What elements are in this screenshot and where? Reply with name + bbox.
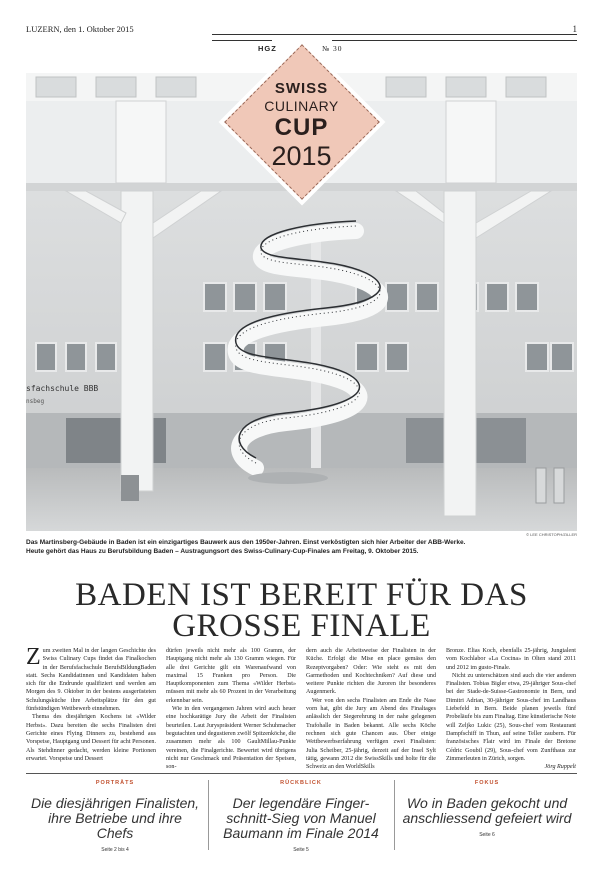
teaser-divider: [208, 780, 209, 850]
building-sign-2: nsbeg: [26, 398, 45, 405]
publication-name: HGZ: [258, 44, 277, 53]
paragraph: Nicht zu unterschätzen sind auch die vier anderen Finalisten. Tobias Bigler etwa, 29-jähriger Sous-chef bei der Stade-de-Suisse-Gastronomie in Bern, und Dimitri Adrian, 30-jähriger Sous-chef im Landhaus Liebefeld in Bern. Beide planen jeweils fünf Probeläufe bis zum Finaltag. Eine künstlerische Note will Zeljko Lukic (25), Sous-chef vom Restaurant Dampfschiff in Thun, auf seine Teller zaubern. Für französisches Flair wird im Finale der Bretone Cédric Goubil (29), Sous-chef vom Zunfthaus zur Zimmerleuten in Zürich, sorgen.: [446, 672, 576, 762]
building-sign-1: sfachschule BBB: [26, 384, 99, 393]
article-headline: [40, 577, 563, 644]
article-column-3: [306, 647, 436, 771]
paragraph: Wie in den vergangenen Jahren wird auch heuer eine hochkarätige Jury die Arbeit der Finalisten beurteilen. Laut Juryspräsident Werner Schuhmacher begutachten und degustieren zwölf Spitzenköche, die zusammen mehr als 100 GaultMillau-Punkte vereinen, die Finalgerichte. Bewertet wird übrigens nicht nur Geschmack und Präsentation der Speisen, son-: [166, 706, 296, 771]
article-column-1: [26, 644, 156, 763]
paragraph: dern auch die Arbeitsweise der Finalisten in der Küche. Erfolgt die Mise en place gemäss den Rezeptvorgaben? Oder: Wie steht es mit den Garmethoden und Kochtechniken? Auf diese und weitere Punkte richten die Juroren ihr besonderes Augenmerk.: [306, 648, 436, 696]
page-number: 1: [572, 24, 577, 34]
drop-cap: Z: [26, 644, 41, 670]
teaser-kicker: FOKUS: [474, 780, 500, 786]
masthead: [26, 24, 577, 38]
teaser-kicker: RÜCKBLICK: [280, 780, 322, 786]
badge-line-cup: CUP: [274, 114, 329, 141]
teaser-portraits[interactable]: [30, 780, 200, 853]
headline-line-1: BADEN IST BEREIT FÜR DAS: [75, 577, 528, 613]
paragraph: Thema des diesjährigen Kochens ist «Wilder Herbst». Dazu bereiten die sechs Finalisten drei Gerichte eines Flying Dinners zu, bestehend aus Vorspeise, Hauptgang und Dessert für acht Personen. Als Stehdinner gedacht, werden kleine Portionen erwartet. Vorspeise und Dessert: [26, 714, 156, 762]
teaser-title: Die diesjährigen Finalisten, ihre Betriebe und ihre Chefs: [30, 795, 200, 841]
headline-line-2: GROSSE FINALE: [172, 608, 431, 644]
teaser-page-ref: Seite 5: [293, 847, 309, 853]
paragraph: Bronze. Elias Koch, ebenfalls 25-jährig, Jungtalent vom Kochlabor «La Cocina» in Olten stand 2011 und 2012 im gusto-Finale.: [446, 648, 576, 671]
teaser-rueckblick[interactable]: [216, 780, 386, 853]
teaser-page-ref: Seite 6: [479, 832, 495, 838]
header-rule-top: [212, 34, 577, 35]
teaser-title: Der legendäre Finger-schnitt-Sieg von Manuel Baumann im Finale 2014: [223, 795, 379, 841]
swiss-culinary-cup-badge: [218, 38, 385, 205]
teaser-divider: [394, 780, 395, 850]
badge-line-year: 2015: [271, 141, 332, 171]
article-column-2: [166, 647, 296, 771]
author-signature: Jörg Ruppelt: [544, 764, 576, 771]
badge-line-culinary: CULINARY: [264, 98, 339, 114]
teaser-top-rule: [26, 773, 577, 774]
issue-number: № 30: [322, 44, 343, 53]
teaser-title: Wo in Baden gekocht und anschliessend gefeiert wird: [402, 795, 572, 826]
paragraph: Wer von den sechs Finalisten am Ende die Nase vorn hat, gibt die Jury am Abend des Finaltages anlässlich der Siegerehrung in der nahe gelegenen Trafohalle in Baden bekannt. Alle sechs Köche rechnen sich gute Chancen aus. Über einige Wettbewerbserfahrung verfügen zwei Finalisten: Julia Scheiber, 25-jährig, derzeit auf der Insel Sylt tätig, gewann 2012 die SwissSkills und holte für die Schweiz an den WorldSkills: [306, 697, 436, 771]
teaser-fokus[interactable]: [402, 780, 572, 838]
photo-caption: Das Martinsberg-Gebäude in Baden ist ein einzigartiges Bauwerk aus den 1950er-Jahren. Einst verköstigten sich hier Arbeiter der ABB-Werke. Heute gehört das Haus zu Berufsbildung Baden – Austragungsort des Swiss-Culinary-Cup-Finales am Freitag, 9. Oktober 2015.: [26, 539, 466, 555]
paragraph: um zweiten Mal in der langen Geschichte des Swiss Culinary Cups findet das Finalkochen in der Berufsfachschule BerufsBildungBaden statt. Sechs Kandidatinnen und Kandidaten haben sich für die Endrunde qualifiziert und werden am Morgen des 9. Oktober in der bestens ausgerüsteten Schulungsküche ihre Arbeitsplätze für den gut fünfstündigen Wettbewerb einnehmen.: [26, 648, 156, 713]
teaser-page-ref: Seite 2 bis 4: [101, 847, 129, 853]
paragraph: dürfen jeweils nicht mehr als 100 Gramm, der Hauptgang nicht mehr als 130 Gramm wiegen. Für alle drei Gerichte gilt ein Warenaufwand von maximal 15 Franken pro Person. Die Hauptkomponenten zum Thema «Wilder Herbst» müssen mit mehr als 60 Prozent in der Verarbeitung erkennbar sein.: [166, 648, 296, 704]
badge-line-swiss: SWISS: [274, 80, 329, 97]
teaser-kicker: PORTRÄTS: [95, 780, 135, 786]
article-column-4: [446, 647, 576, 771]
location-date: LUZERN, den 1. Oktober 2015: [26, 24, 134, 34]
photo-credit: © LEE CHRISTOPH/ZILLER: [526, 532, 577, 537]
